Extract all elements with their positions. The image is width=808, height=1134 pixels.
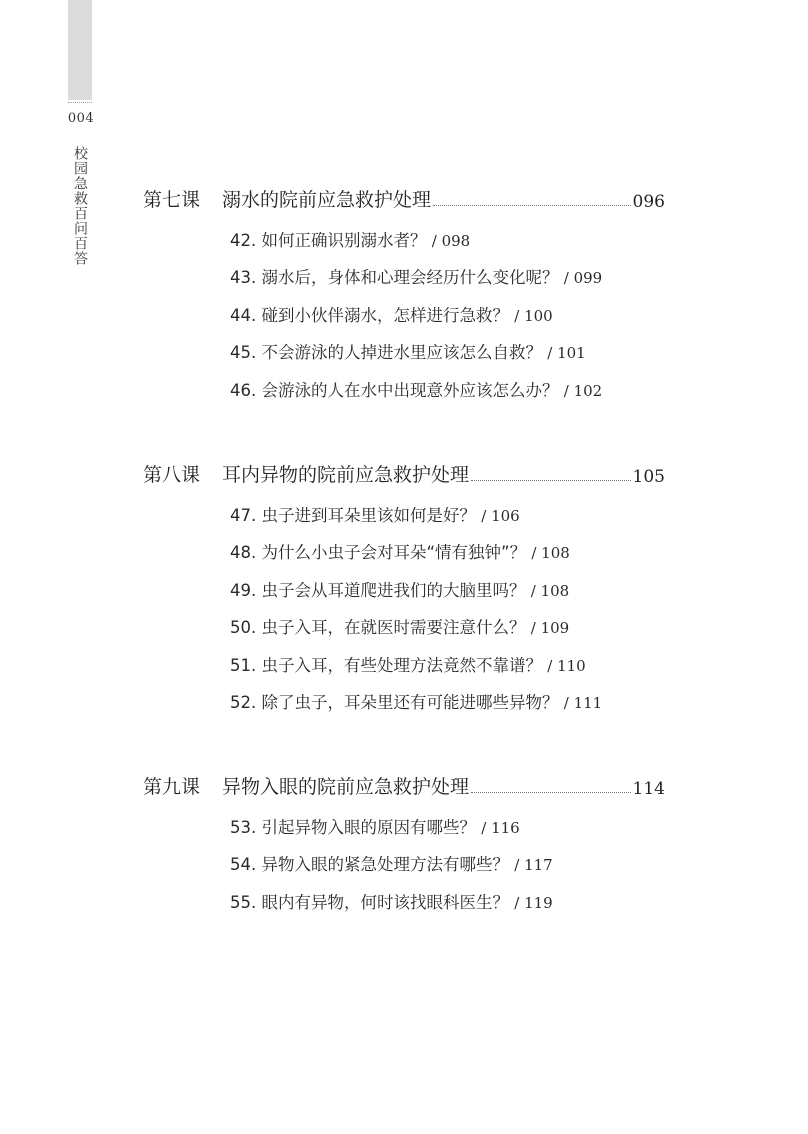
toc-entry[interactable] (230, 809, 665, 846)
entry-number: 48. (230, 543, 257, 563)
entry-number: 43. (230, 268, 257, 288)
entry-page: / 102 (563, 381, 603, 400)
toc-entry[interactable] (230, 647, 665, 684)
toc-entry[interactable] (230, 372, 665, 409)
entry-page: / 110 (547, 656, 586, 675)
entry-number: 44. (230, 305, 257, 325)
entry-number: 53. (230, 818, 257, 837)
entry-page: / 098 (431, 232, 471, 250)
side-divider (68, 102, 92, 103)
entry-page: / 106 (481, 507, 520, 525)
dot-leader (433, 205, 631, 206)
question-list (230, 497, 665, 721)
entry-title: 溺水后，身体和心理会经历什么变化呢？ (261, 268, 559, 288)
entry-number: 45. (230, 343, 257, 363)
lesson-page-number: 096 (632, 192, 665, 212)
lesson-number: 第七课 (143, 189, 201, 211)
entry-title: 虫子进到耳朵里该如何是好？ (261, 506, 476, 525)
toc-entry[interactable] (230, 846, 665, 883)
entry-page: / 101 (547, 344, 586, 363)
toc-entry[interactable] (230, 572, 665, 609)
toc-entry[interactable] (230, 534, 665, 571)
entry-title: 如何正确识别溺水者？ (261, 231, 427, 250)
dot-leader (471, 792, 631, 793)
entry-title: 不会游泳的人掉进水里应该怎么自救？ (261, 343, 542, 363)
lesson-number: 第九课 (143, 776, 201, 798)
entry-page: / 099 (563, 269, 603, 288)
toc-entry[interactable] (230, 497, 665, 534)
lesson-title: 溺水的院前应急救护处理 (222, 189, 432, 211)
running-book-title: 校园急救百问百答 (72, 146, 88, 266)
entry-title: 虫子入耳，在就医时需要注意什么？ (261, 618, 526, 638)
entry-number: 54. (230, 855, 257, 875)
entry-number: 50. (230, 618, 257, 638)
entry-number: 55. (230, 892, 257, 912)
entry-page: / 109 (530, 619, 570, 638)
entry-number: 42. (230, 231, 257, 250)
question-list (230, 222, 665, 409)
entry-title: 碰到小伙伴溺水，怎样进行急救？ (261, 305, 509, 325)
toc-entry[interactable] (230, 884, 665, 921)
entry-page: / 108 (531, 544, 570, 563)
lesson-number: 第八课 (143, 464, 201, 486)
question-list (230, 809, 665, 921)
entry-title: 虫子会从耳道爬进我们的大脑里吗？ (261, 580, 526, 600)
entry-page: / 117 (514, 856, 553, 875)
entry-title: 眼内有异物，何时该找眼科医生？ (261, 892, 509, 912)
entry-number: 49. (230, 580, 257, 600)
entry-page: / 119 (514, 893, 553, 912)
entry-page: / 100 (514, 306, 553, 325)
entry-title: 引起异物入眼的原因有哪些？ (261, 818, 476, 837)
entry-number: 52. (230, 692, 257, 712)
entry-number: 46. (230, 380, 257, 400)
entry-title: 为什么小虫子会对耳朵“情有独钟”？ (261, 543, 527, 563)
dot-leader (471, 480, 631, 481)
entry-number: 51. (230, 655, 257, 675)
toc-entry[interactable] (230, 334, 665, 371)
entry-title: 异物入眼的紧急处理方法有哪些？ (261, 855, 509, 875)
entry-number: 47. (230, 506, 257, 525)
entry-title: 虫子入耳，有些处理方法竟然不靠谱？ (261, 655, 542, 675)
lesson-title: 异物入眼的院前应急救护处理 (222, 776, 470, 798)
page-number: 004 (67, 111, 95, 126)
entry-title: 会游泳的人在水中出现意外应该怎么办？ (261, 380, 559, 400)
side-tab-band (68, 0, 92, 100)
toc-entry[interactable] (230, 259, 665, 296)
toc-entry[interactable] (230, 684, 665, 721)
toc-lesson-8 (143, 459, 665, 721)
toc-entry[interactable] (230, 297, 665, 334)
lesson-heading[interactable] (143, 184, 665, 212)
lesson-title: 耳内异物的院前应急救护处理 (222, 464, 470, 486)
entry-title: 除了虫子，耳朵里还有可能进哪些异物？ (261, 692, 559, 712)
lesson-heading[interactable] (143, 459, 665, 487)
entry-page: / 116 (481, 819, 520, 837)
lesson-page-number: 105 (632, 467, 665, 487)
toc-lesson-9 (143, 771, 665, 921)
toc-entry[interactable] (230, 609, 665, 646)
lesson-heading[interactable] (143, 771, 665, 799)
entry-page: / 111 (563, 693, 603, 712)
toc-entry[interactable] (230, 222, 665, 259)
entry-page: / 108 (530, 581, 570, 600)
toc-lesson-7 (143, 184, 665, 409)
lesson-page-number: 114 (632, 779, 665, 799)
